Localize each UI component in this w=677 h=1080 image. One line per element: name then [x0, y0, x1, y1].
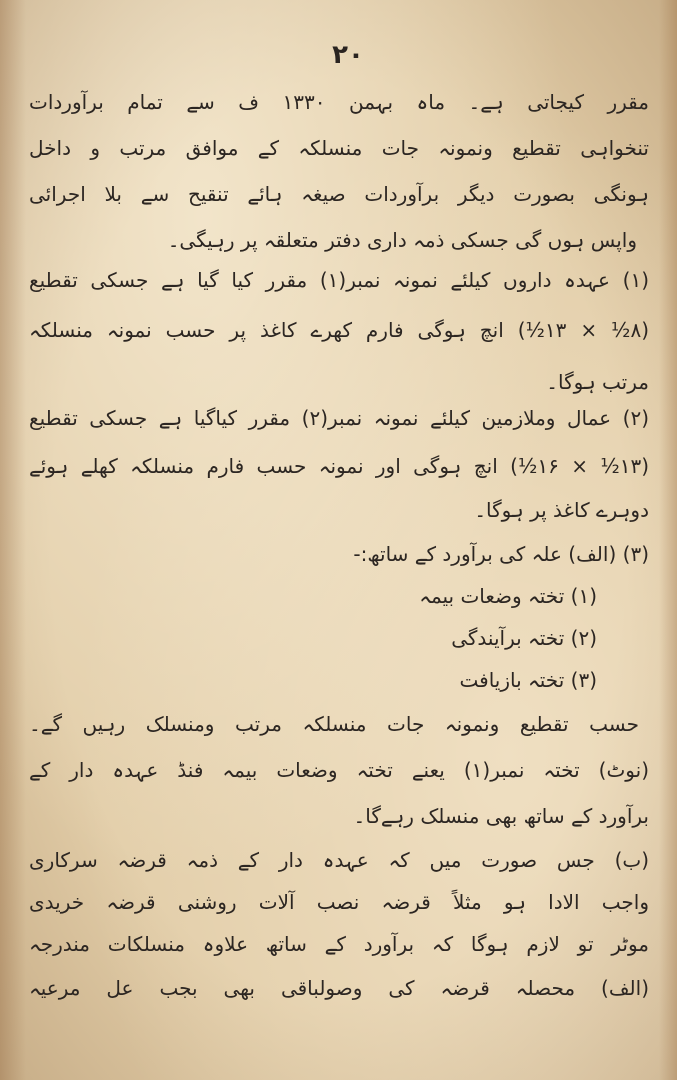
text-line-5: (۱) عہدہ داروں کیلئے نمونہ نمبر(۱) مقرر کیا گیا ہے جسکی تقطیع: [29, 268, 649, 292]
list-item-3: (۳) تختہ بازیافت: [459, 668, 597, 692]
page-number: ۲۰: [332, 40, 364, 70]
text-line-3: ہونگی بصورت دیگر برآوردات صیغہ ہائے تنقیح سے بلا اجرائی: [29, 182, 649, 206]
text-line-7: مرتب ہوگا۔: [546, 370, 649, 394]
text-line-9: (۱۳½ × ۱۶½) انچ ہوگی اور نمونہ حسب فارم منسلکہ کھلے ہوئے: [29, 454, 649, 478]
list-item-2: (۲) تختہ برآیندگی: [451, 626, 597, 650]
text-line-6: (۸½ × ۱۳½) انچ ہوگی فارم کھرے کاغذ پر حسب نمونہ منسلکہ: [29, 318, 649, 342]
text-line-18: (ب) جس صورت میں کہ عہدہ دار کے ذمہ قرضہ سرکاری: [29, 848, 649, 872]
text-line-21: (الف) محصلہ قرضہ کی وصولباقی بھی بجب عل مرعیہ: [29, 976, 649, 1000]
text-line-17: برآورد کے ساتھ بھی منسلک رہےگا۔: [353, 804, 649, 828]
text-line-4: واپس ہوں گی جسکی ذمہ داری دفتر متعلقہ پر رہیگی۔: [167, 228, 637, 252]
list-item-1: (۱) تختہ وضعات بیمہ: [419, 584, 597, 608]
text-line-10: دوہرے کاغذ پر ہوگا۔: [474, 498, 649, 522]
text-line-8: (۲) عمال وملازمین کیلئے نمونہ نمبر(۲) مقرر کیاگیا ہے جسکی تقطیع: [29, 406, 649, 430]
page-edge-shadow-right: [659, 0, 677, 1080]
text-line-11: (۳) (الف) علہ کی برآورد کے ساتھ:-: [353, 542, 649, 566]
text-line-16: (نوٹ) تختہ نمبر(۱) یعنے تختہ وضعات بیمہ فنڈ عہدہ دار کے: [29, 758, 649, 782]
text-line-19: واجب الادا ہو مثلاً قرضہ نصب آلات روشنی قرضہ خریدی: [29, 890, 649, 914]
text-line-2: تنخواہی تقطیع ونمونہ جات منسلکہ کے موافق مرتب و داخل: [29, 136, 649, 160]
text-line-20: موٹر تو لازم ہوگا کہ برآورد کے ساتھ علاوہ منسلکات مندرجہ: [29, 932, 649, 956]
page-edge-shadow-left: [0, 0, 26, 1080]
text-line-15: حسب تقطیع ونمونہ جات منسلکہ مرتب ومنسلک رہیں گے۔: [29, 712, 639, 736]
text-line-1: مقرر کیجاتی ہے۔ ماہ بہمن ۱۳۳۰ ف سے تمام برآوردات: [29, 90, 649, 114]
